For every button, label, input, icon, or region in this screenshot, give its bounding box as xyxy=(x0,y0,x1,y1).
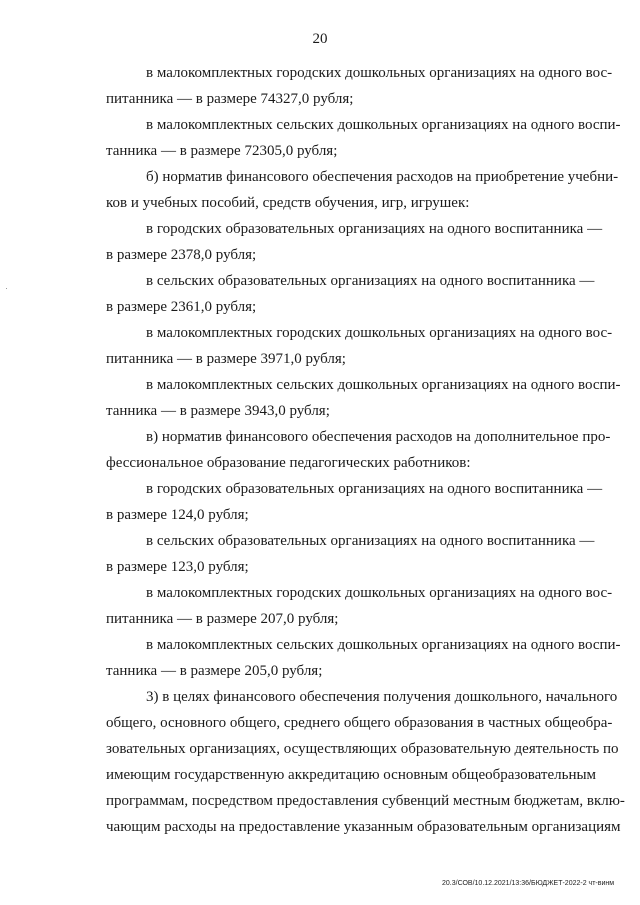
text-line: питанника — в размере 3971,0 рубля; xyxy=(106,351,346,367)
text-line: чающим расходы на предоставление указанным образовательным организациям xyxy=(106,819,621,835)
text-line: в) норматив финансового обеспечения расходов на дополнительное про- xyxy=(146,429,611,445)
text-line: в сельских образовательных организациях на одного воспитанника — xyxy=(146,273,595,289)
text-line: зовательных организациях, осуществляющих образовательную деятельность по xyxy=(106,741,619,757)
text-line: общего, основного общего, среднего общего образования в частных общеобра- xyxy=(106,715,613,731)
text-line: в малокомплектных городских дошкольных организациях на одного вос- xyxy=(146,325,613,341)
text-line: в городских образовательных организациях на одного воспитанника — xyxy=(146,481,603,497)
text-line: в размере 124,0 рубля; xyxy=(106,507,249,523)
text-line: в размере 2378,0 рубля; xyxy=(106,247,257,263)
text-line: в малокомплектных сельских дошкольных организациях на одного воспи- xyxy=(146,377,621,393)
text-line: б) норматив финансового обеспечения расходов на приобретение учебни- xyxy=(146,169,619,185)
text-line: в сельских образовательных организациях на одного воспитанника — xyxy=(146,533,595,549)
text-line: питанника — в размере 207,0 рубля; xyxy=(106,611,339,627)
text-line: танника — в размере 3943,0 рубля; xyxy=(106,403,330,419)
text-line: питанника — в размере 74327,0 рубля; xyxy=(106,91,354,107)
text-line: в малокомплектных городских дошкольных организациях на одного вос- xyxy=(146,585,613,601)
document-footer-code: 20.3/СОВ/10.12.2021/13:36/БЮДЖЕТ-2022-2 чт-винм xyxy=(442,880,615,887)
scan-speck xyxy=(6,288,7,289)
text-line: в городских образовательных организациях на одного воспитанника — xyxy=(146,221,603,237)
text-line: фессиональное образование педагогических работников: xyxy=(106,455,471,471)
text-line: танника — в размере 205,0 рубля; xyxy=(106,663,323,679)
text-line: программам, посредством предоставления субвенций местным бюджетам, вклю- xyxy=(106,793,625,809)
text-line: имеющим государственную аккредитацию основным общеобразовательным xyxy=(106,767,597,783)
text-line: в размере 123,0 рубля; xyxy=(106,559,249,575)
text-line: в малокомплектных сельских дошкольных организациях на одного воспи- xyxy=(146,117,621,133)
text-line: в малокомплектных городских дошкольных организациях на одного вос- xyxy=(146,65,613,81)
page-number: 20 xyxy=(312,31,328,47)
text-line: ков и учебных пособий, средств обучения, игр, игрушек: xyxy=(106,195,470,211)
text-line: танника — в размере 72305,0 рубля; xyxy=(106,143,338,159)
text-line: 3) в целях финансового обеспечения получения дошкольного, начального xyxy=(146,689,618,705)
text-line: в малокомплектных сельских дошкольных организациях на одного воспи- xyxy=(146,637,621,653)
text-line: в размере 2361,0 рубля; xyxy=(106,299,257,315)
